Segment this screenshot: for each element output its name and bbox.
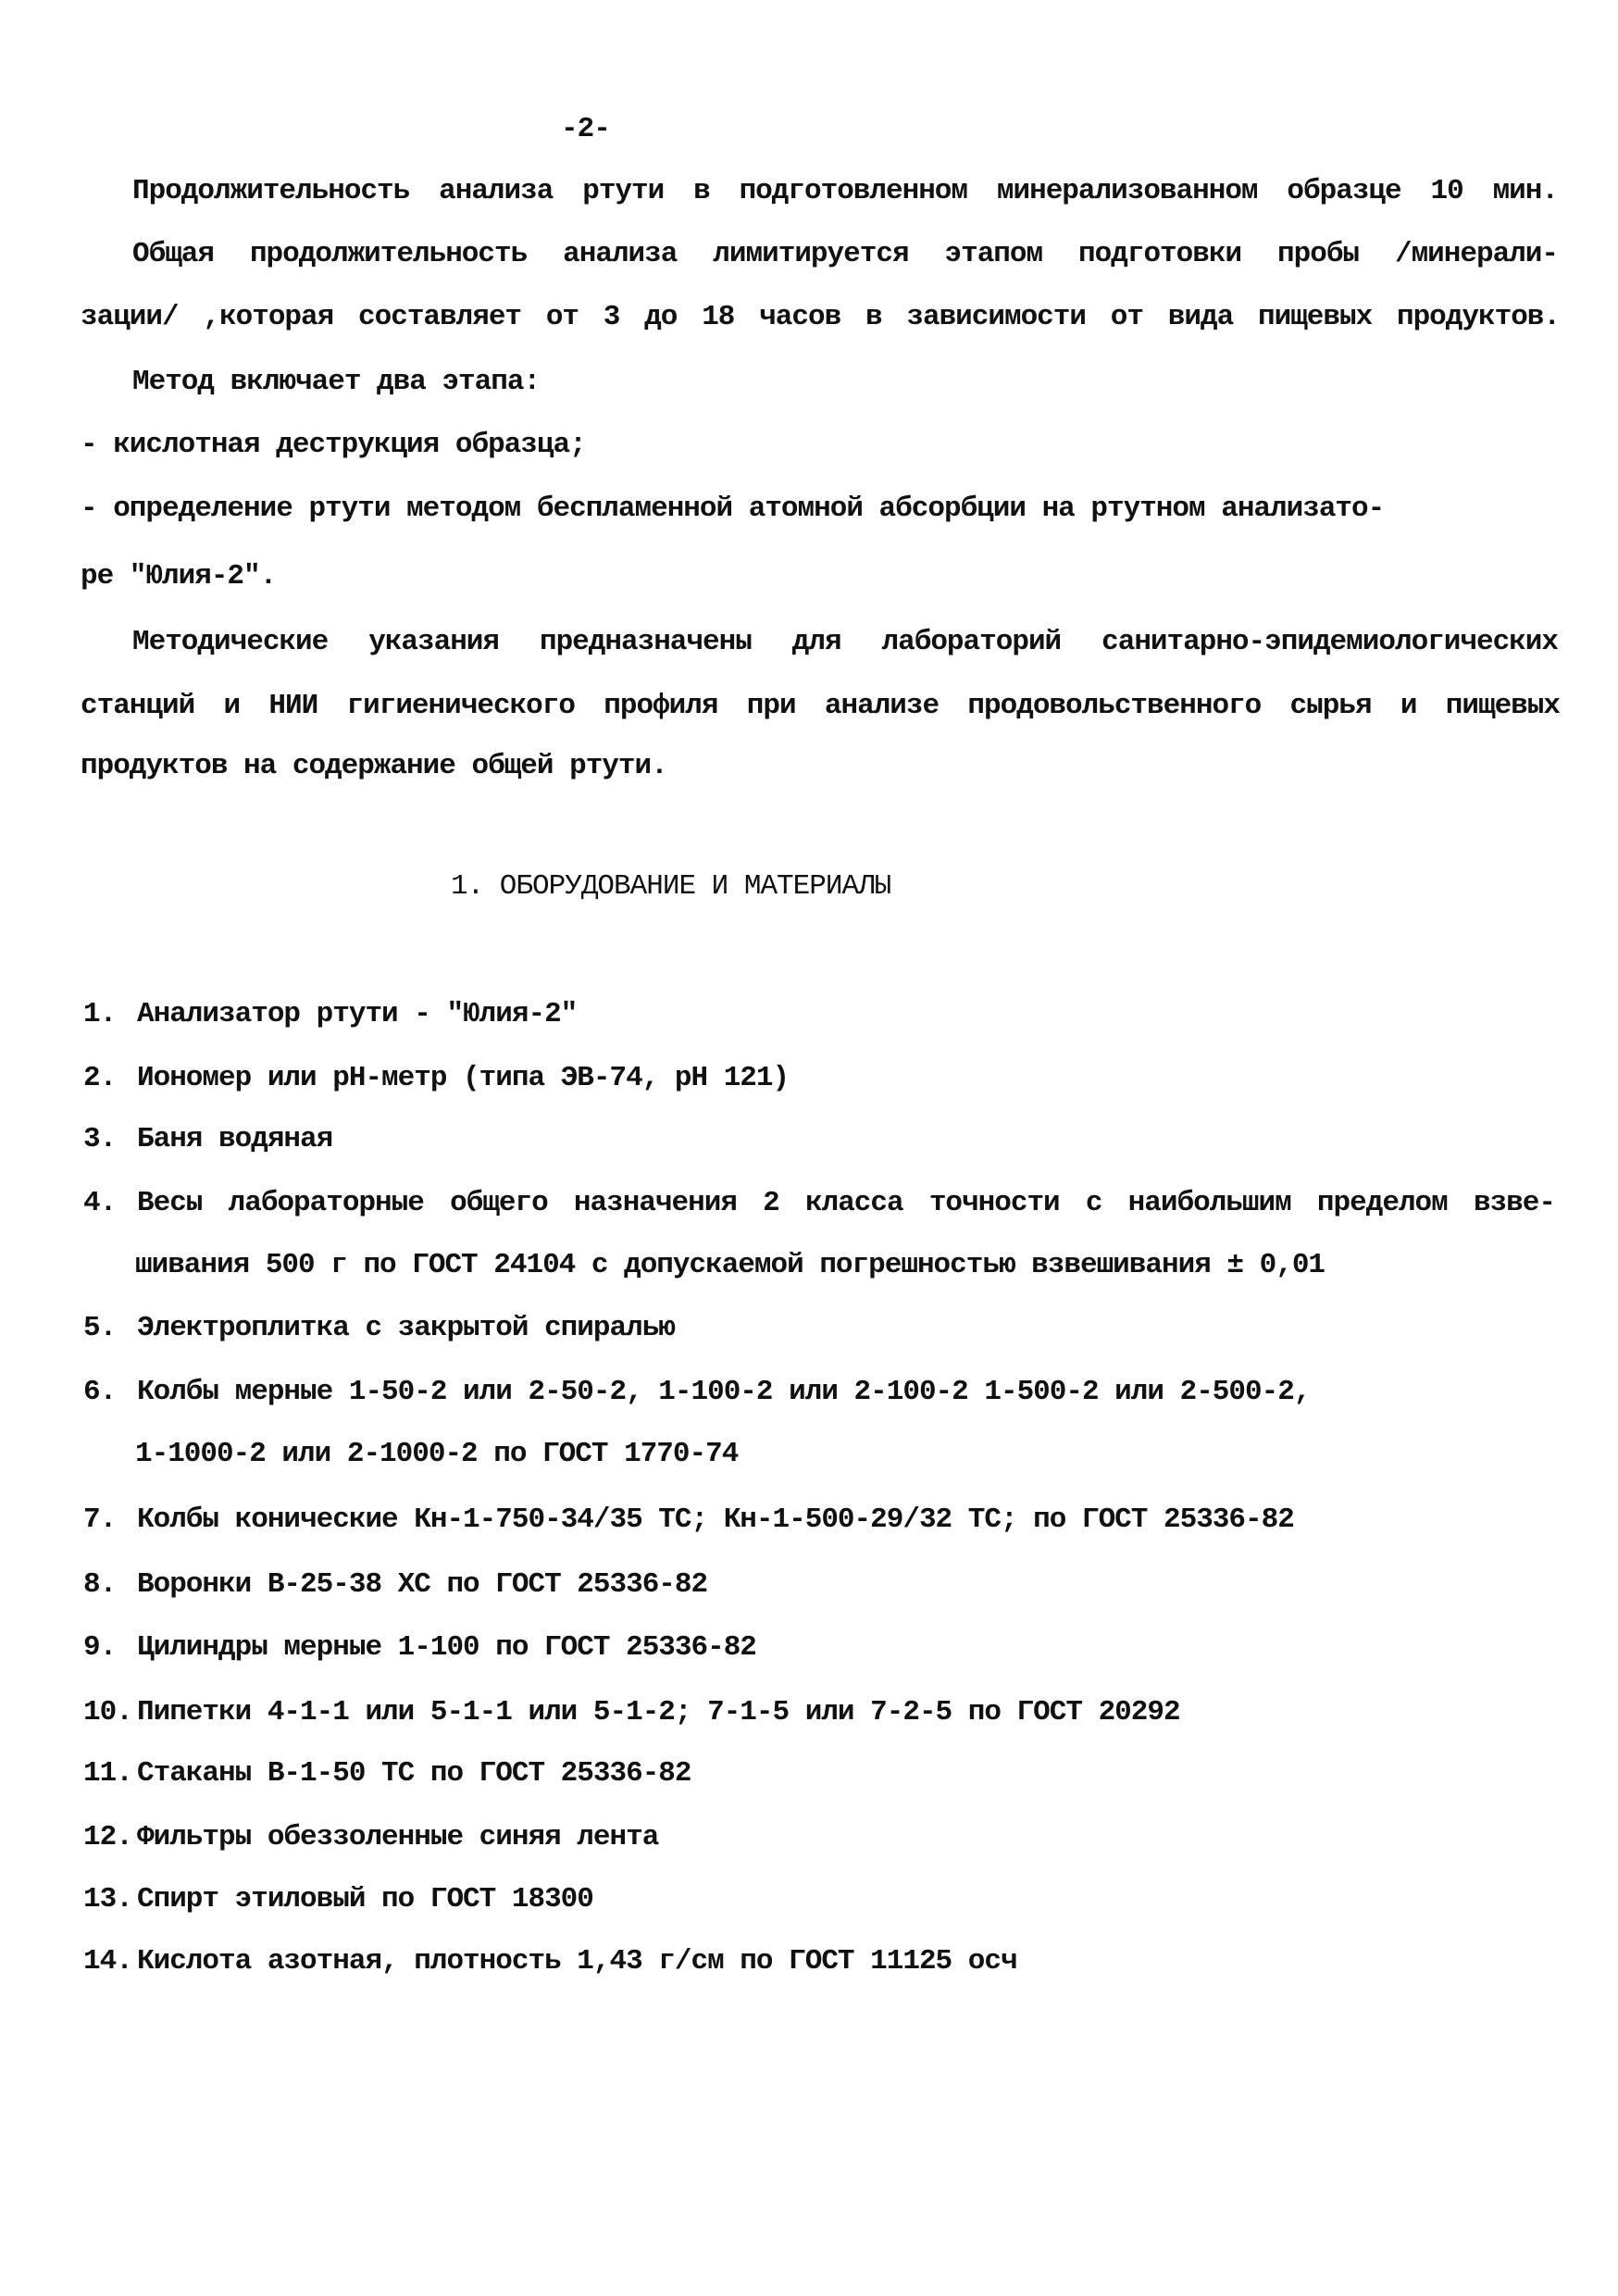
- item-number: 13.: [83, 1883, 132, 1915]
- item-number: 3.: [83, 1123, 117, 1155]
- paragraph-line: станций и НИИ гигиенического профиля при анализе продовольственного сырья и пищевых: [81, 690, 1560, 722]
- item-text: Колбы конические Кн-1-750-34/35 ТС; Кн-1-500-29/32 ТС; по ГОСТ 25336-82: [137, 1504, 1294, 1536]
- item-number: 4.: [83, 1187, 117, 1219]
- list-item: [83, 1945, 1017, 1978]
- item-number: 12.: [83, 1821, 132, 1853]
- paragraph-line: - определение ртути методом беспламенной атомной абсорбции на ртутном анализато-: [81, 493, 1385, 525]
- list-item-continuation: шивания 500 г по ГОСТ 24104 с допускаемой погрешностью взвешивания ± 0,01: [135, 1249, 1326, 1281]
- item-number: 5.: [83, 1312, 117, 1344]
- item-number: 2.: [83, 1062, 117, 1094]
- list-item: [83, 1568, 707, 1602]
- item-text: Колбы мерные 1-50-2 или 2-50-2, 1-100-2 или 2-100-2 1-500-2 или 2-500-2,: [137, 1376, 1311, 1408]
- paragraph-line: ре "Юлия-2".: [81, 560, 277, 593]
- item-number: 10.: [83, 1696, 132, 1728]
- item-text: Электроплитка с закрытой спиралью: [137, 1312, 675, 1344]
- list-item: [83, 1123, 332, 1156]
- item-text: Баня водяная: [137, 1123, 333, 1155]
- list-item: [83, 1696, 1180, 1729]
- item-text: Фильтры обеззоленные синяя лента: [137, 1821, 659, 1853]
- list-item: [83, 1187, 1555, 1220]
- item-number: 1.: [83, 998, 117, 1030]
- item-number: 6.: [83, 1376, 117, 1408]
- paragraph-line: зации/ ,которая составляет от 3 до 18 часов в зависимости от вида пищевых продуктов.: [81, 301, 1560, 333]
- paragraph-line: продуктов на содержание общей ртути.: [81, 750, 667, 782]
- item-number: 7.: [83, 1504, 117, 1536]
- item-text: Воронки В-25-38 ХС по ГОСТ 25336-82: [137, 1568, 708, 1601]
- item-text: Кислота азотная, плотность 1,43 г/см по ГОСТ 11125 осч: [137, 1945, 1017, 1978]
- item-number: 9.: [83, 1631, 117, 1664]
- list-item: [83, 1312, 675, 1345]
- list-item: [83, 1504, 1294, 1537]
- paragraph-line: - кислотная деструкция образца;: [81, 429, 586, 461]
- paragraph-line: Общая продолжительность анализа лимитируется этапом подготовки пробы /минерали-: [132, 238, 1558, 270]
- list-item-continuation: 1-1000-2 или 2-1000-2 по ГОСТ 1770-74: [135, 1438, 739, 1470]
- paragraph-line: Продолжительность анализа ртути в подготовленном минерализованном образце 10 мин.: [132, 175, 1558, 207]
- item-number: 14.: [83, 1945, 132, 1978]
- section-heading: 1. ОБОРУДОВАНИЕ И МАТЕРИАЛЫ: [451, 870, 891, 903]
- list-item: [83, 1821, 658, 1854]
- item-text: Весы лабораторные общего назначения 2 класса точности с наибольшим пределом взве-: [137, 1187, 1555, 1219]
- item-text: Анализатор ртути - "Юлия-2": [137, 998, 578, 1030]
- page-number: -2-: [561, 113, 610, 145]
- item-number: 11.: [83, 1757, 132, 1790]
- list-item: [83, 1062, 789, 1095]
- list-item: [83, 1631, 756, 1665]
- item-text: Спирт этиловый по ГОСТ 18300: [137, 1883, 593, 1915]
- paragraph-line: Метод включает два этапа:: [132, 366, 541, 398]
- item-text: Иономер или pH-метр (типа ЭВ-74, pH 121): [137, 1062, 790, 1094]
- list-item: [83, 1376, 1310, 1409]
- list-item: [83, 1883, 593, 1916]
- item-number: 8.: [83, 1568, 117, 1601]
- item-text: Цилиндры мерные 1-100 по ГОСТ 25336-82: [137, 1631, 756, 1664]
- list-item: [83, 998, 577, 1031]
- item-text: Стаканы В-1-50 ТС по ГОСТ 25336-82: [137, 1757, 691, 1790]
- item-text: Пипетки 4-1-1 или 5-1-1 или 5-1-2; 7-1-5 или 7-2-5 по ГОСТ 20292: [137, 1696, 1180, 1728]
- list-item: [83, 1757, 691, 1791]
- paragraph-line: Методические указания предназначены для лабораторий санитарно-эпидемиологических: [132, 626, 1558, 658]
